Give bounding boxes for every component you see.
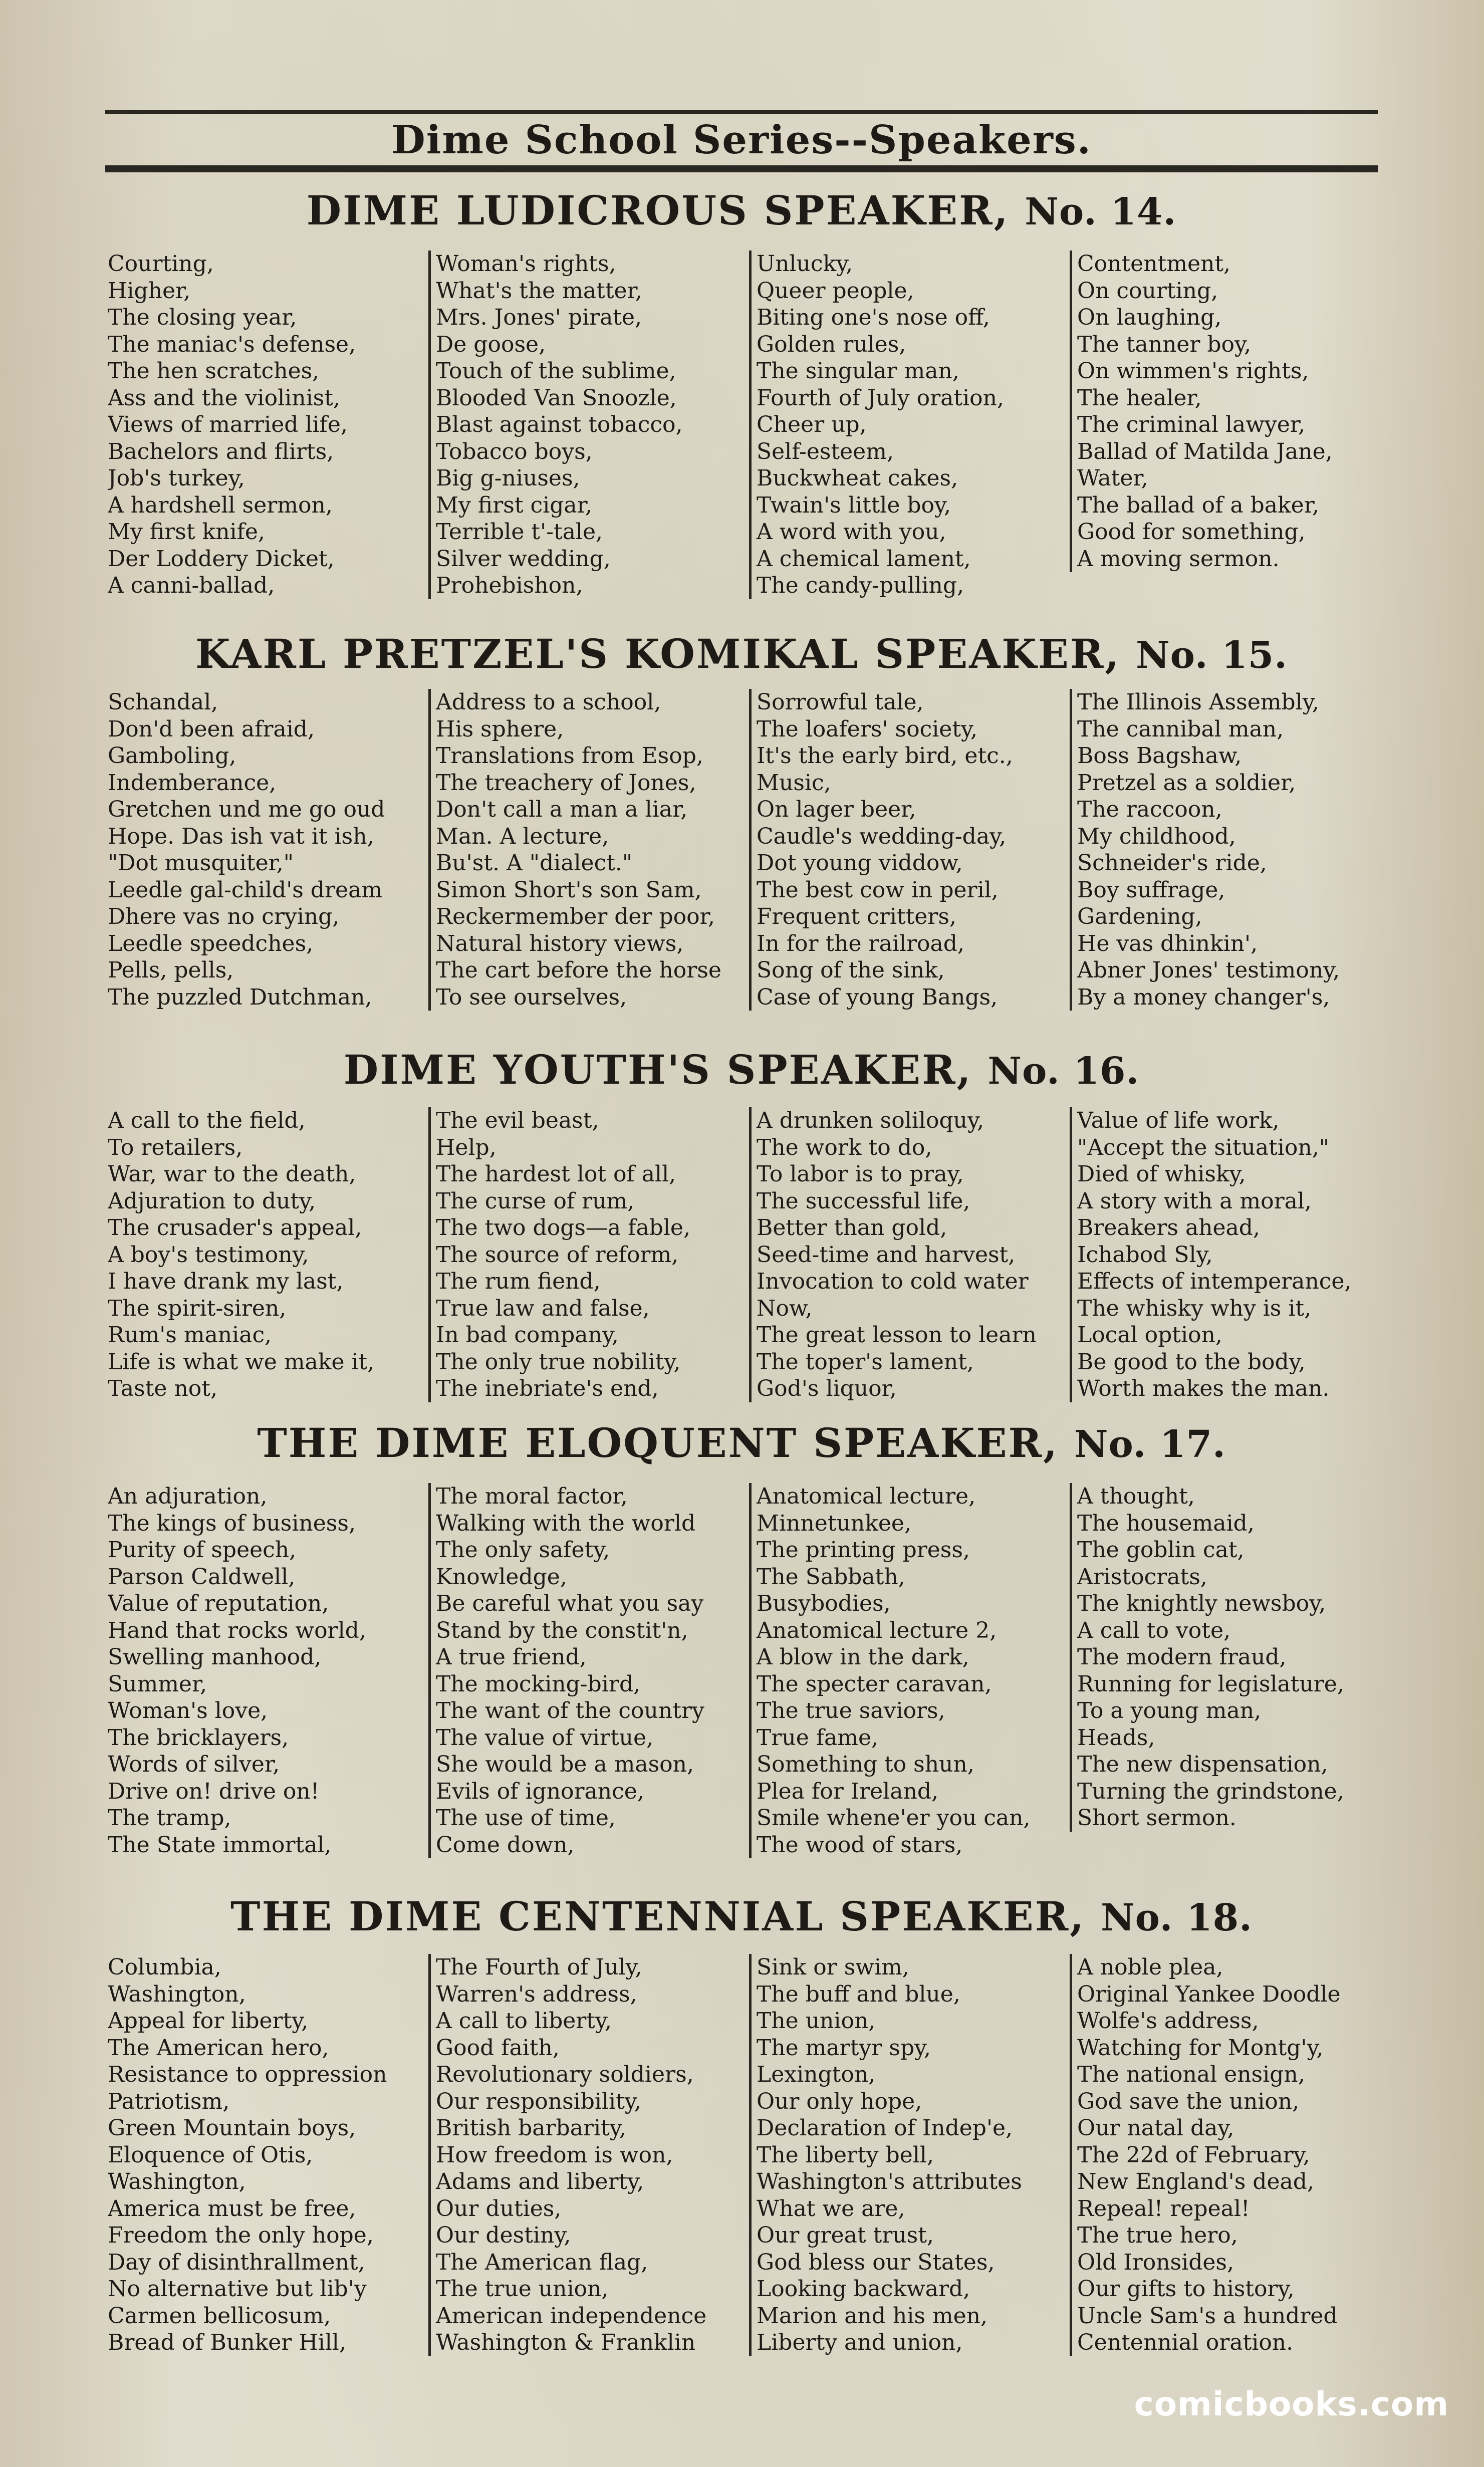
- section-title: [100, 1889, 1383, 1944]
- speech-title: Local option,: [1077, 1322, 1222, 1348]
- speech-title: Liberty and union,: [757, 2330, 963, 2355]
- speech-title: The value of virtue,: [436, 1724, 654, 1751]
- speech-title: Address to a school,: [436, 689, 661, 715]
- speech-title: Bread of Bunker Hill,: [108, 2330, 346, 2355]
- speech-title: The ballad of a baker,: [1077, 492, 1319, 518]
- speech-title: Blast against tobacco,: [436, 412, 683, 437]
- speech-title: Old Ironsides,: [1077, 2249, 1234, 2275]
- section-title: [100, 183, 1383, 238]
- speech-title: Contentment,: [1077, 251, 1231, 277]
- speech-title: Woman's love,: [108, 1698, 268, 1723]
- speech-title: Anatomical lecture,: [757, 1484, 976, 1509]
- speech-title: Blooded Van Snoozle,: [436, 385, 677, 411]
- speech-title: Wolfe's address,: [1077, 2008, 1259, 2034]
- section-title-name: KARL PRETZEL'S KOMIKAL SPEAKER,: [195, 630, 1136, 677]
- speech-title: The maniac's defense,: [108, 331, 356, 357]
- speech-title: "Accept the situation,": [1077, 1134, 1329, 1160]
- speech-title: The two dogs—a fable,: [436, 1215, 690, 1241]
- speech-title: Walking with the world: [436, 1510, 696, 1536]
- speech-title: What we are,: [757, 2195, 905, 2222]
- speech-title: A canni-ballad,: [108, 573, 275, 598]
- speech-title: The Illinois Assembly,: [1077, 689, 1319, 715]
- speech-title: The specter caravan,: [757, 1671, 992, 1697]
- speech-title: The inebriate's end,: [436, 1376, 659, 1401]
- section-number: No. 18.: [1100, 1896, 1253, 1939]
- speech-title: To a young man,: [1077, 1698, 1262, 1723]
- speech-title: The kings of business,: [108, 1510, 356, 1536]
- speech-title: Gardening,: [1077, 904, 1202, 929]
- speech-title: Water,: [1077, 465, 1148, 491]
- speech-title: Drive on! drive on!: [108, 1778, 320, 1804]
- speech-title: The cart before the horse: [436, 957, 721, 983]
- speech-title: Smile whene'er you can,: [757, 1805, 1031, 1831]
- speech-title: War, war to the death,: [108, 1161, 356, 1187]
- speech-title: Ass and the violinist,: [108, 385, 340, 411]
- speech-title: Declaration of Indep'e,: [757, 2115, 1013, 2141]
- speech-title: Centennial oration.: [1077, 2330, 1294, 2355]
- speech-title: Biting one's nose off,: [757, 305, 990, 330]
- speech-title: Warren's address,: [436, 1981, 637, 2007]
- speech-title: The great lesson to learn: [757, 1322, 1037, 1348]
- speech-title: Our duties,: [436, 2195, 562, 2222]
- section-number: No. 14.: [1025, 190, 1177, 233]
- speech-title: Der Loddery Dicket,: [108, 546, 335, 572]
- speech-title: Now,: [757, 1295, 813, 1321]
- speech-title: The true saviors,: [757, 1698, 945, 1723]
- speech-column: [749, 1954, 1072, 2356]
- speech-title: How freedom is won,: [436, 2142, 673, 2168]
- speech-title: The goblin cat,: [1077, 1537, 1245, 1563]
- section-number: No. 15.: [1136, 634, 1288, 677]
- speech-column: [1070, 1954, 1393, 2356]
- speech-title: Adams and liberty,: [436, 2169, 644, 2194]
- speech-title: The hardest lot of all,: [436, 1161, 676, 1187]
- speech-title: Died of whisky,: [1077, 1161, 1246, 1187]
- speech-title: A noble plea,: [1077, 1954, 1223, 1980]
- speech-title: The liberty bell,: [757, 2142, 934, 2168]
- section-title-name: THE DIME ELOQUENT SPEAKER,: [257, 1419, 1074, 1466]
- speech-title: Translations from Esop,: [436, 743, 703, 769]
- speech-title: Good faith,: [436, 2035, 560, 2061]
- watermark: comicbooks.com: [1134, 2385, 1449, 2423]
- speech-title: My first cigar,: [436, 492, 592, 518]
- speech-title: Resistance to oppression: [108, 2062, 387, 2087]
- speech-title: Terrible t'-tale,: [436, 519, 603, 545]
- speech-title: Invocation to cold water: [757, 1269, 1029, 1294]
- section-title-name: THE DIME CENTENNIAL SPEAKER,: [230, 1893, 1101, 1940]
- speech-title: The crusader's appeal,: [108, 1215, 362, 1241]
- speech-title: My childhood,: [1077, 823, 1236, 849]
- speech-column: [108, 251, 423, 599]
- speech-title: The criminal lawyer,: [1077, 412, 1305, 437]
- speech-title: By a money changer's,: [1077, 984, 1330, 1010]
- speech-title: Washington,: [108, 2169, 246, 2194]
- speech-title: Good for something,: [1077, 519, 1306, 545]
- speech-title: A call to the field,: [108, 1108, 306, 1133]
- speech-column: [428, 1483, 752, 1858]
- speech-title: Help,: [436, 1134, 497, 1160]
- speech-column: [108, 1954, 423, 2356]
- speech-column: [749, 689, 1072, 1011]
- speech-title: God save the union,: [1077, 2088, 1300, 2114]
- speech-title: The national ensign,: [1077, 2062, 1305, 2087]
- speech-title: Reckermember der poor,: [436, 904, 715, 929]
- speech-title: Revolutionary soldiers,: [436, 2062, 694, 2087]
- speech-title: A drunken soliloquy,: [757, 1108, 984, 1133]
- speech-title: To see ourselves,: [436, 984, 627, 1010]
- speech-title: "Dot musquiter,": [108, 850, 294, 876]
- speech-column: [749, 1107, 1072, 1402]
- speech-title: The hen scratches,: [108, 358, 320, 384]
- speech-title: The true hero,: [1077, 2223, 1238, 2248]
- speech-title: The American flag,: [436, 2249, 648, 2275]
- speech-title: The bricklayers,: [108, 1724, 289, 1751]
- speech-title: The union,: [757, 2008, 876, 2034]
- speech-title: Indemberance,: [108, 770, 277, 796]
- speech-title: Cheer up,: [757, 412, 867, 437]
- section-number: No. 16.: [987, 1050, 1140, 1093]
- speech-column: [108, 1107, 423, 1402]
- speech-title: In bad company,: [436, 1322, 619, 1348]
- speech-title: A word with you,: [757, 519, 946, 545]
- speech-title: Dot young viddow,: [757, 850, 963, 876]
- speech-title: Words of silver,: [108, 1752, 280, 1777]
- speech-title: Bachelors and flirts,: [108, 438, 334, 464]
- speech-title: Adjuration to duty,: [108, 1188, 316, 1214]
- section-title-name: DIME LUDICROUS SPEAKER,: [306, 187, 1025, 234]
- speech-column: [749, 1483, 1072, 1858]
- speech-column: [428, 1107, 752, 1402]
- speech-title: Busybodies,: [757, 1591, 891, 1616]
- speech-title: To retailers,: [108, 1134, 243, 1160]
- speech-title: Something to shun,: [757, 1752, 974, 1777]
- speech-title: God's liquor,: [757, 1376, 897, 1401]
- speech-title: The only safety,: [436, 1537, 610, 1563]
- section-title: [100, 1415, 1383, 1470]
- speech-title: The wood of stars,: [757, 1832, 963, 1858]
- speech-title: Day of disinthrallment,: [108, 2249, 365, 2275]
- speech-title: Original Yankee Doodle: [1077, 1981, 1341, 2007]
- speech-title: Stand by the constit'n,: [436, 1617, 688, 1643]
- speech-title: Schandal,: [108, 689, 218, 715]
- speech-title: On laughing,: [1077, 305, 1222, 330]
- speech-title: Buckwheat cakes,: [757, 465, 958, 491]
- speech-title: Twain's little boy,: [757, 492, 951, 518]
- speech-title: Music,: [757, 770, 831, 796]
- speech-column: [108, 1483, 423, 1858]
- speech-title: Carmen bellicosum,: [108, 2303, 331, 2329]
- page-header: Dime School Series--Speakers.: [391, 117, 1092, 163]
- speech-title: God bless our States,: [757, 2249, 995, 2275]
- speech-title: Job's turkey,: [108, 465, 245, 491]
- header-bottom-rule: [105, 165, 1378, 172]
- speech-title: Anatomical lecture 2,: [757, 1617, 997, 1643]
- speech-title: Dhere vas no crying,: [108, 904, 340, 929]
- speech-title: Marion and his men,: [757, 2303, 987, 2329]
- speech-title: Our natal day,: [1077, 2115, 1234, 2141]
- speech-title: Parson Caldwell,: [108, 1564, 296, 1590]
- speech-title: Aristocrats,: [1077, 1564, 1207, 1590]
- speech-title: The tanner boy,: [1077, 331, 1252, 357]
- speech-title: The cannibal man,: [1077, 716, 1284, 742]
- speech-title: Ichabod Sly,: [1077, 1242, 1213, 1268]
- speech-column: [428, 251, 752, 599]
- speech-title: The tramp,: [108, 1805, 231, 1831]
- speech-title: A chemical lament,: [757, 546, 971, 572]
- speech-title: An adjuration,: [108, 1484, 268, 1509]
- speech-title: Watching for Montg'y,: [1077, 2035, 1324, 2061]
- speech-title: Unlucky,: [757, 251, 853, 277]
- speech-column: [1070, 689, 1393, 1011]
- speech-title: Plea for Ireland,: [757, 1778, 938, 1804]
- speech-title: Life is what we make it,: [108, 1349, 375, 1375]
- section-number: No. 17.: [1074, 1423, 1226, 1466]
- speech-title: The source of reform,: [436, 1242, 679, 1268]
- speech-title: Repeal! repeal!: [1077, 2195, 1250, 2222]
- speech-title: In for the railroad,: [757, 930, 964, 956]
- speech-title: Caudle's wedding-day,: [757, 823, 1007, 849]
- speech-title: The work to do,: [757, 1134, 932, 1160]
- speech-title: A moving sermon.: [1077, 546, 1280, 572]
- speech-title: Song of the sink,: [757, 957, 945, 983]
- speech-title: New England's dead,: [1077, 2169, 1314, 2194]
- speech-title: Purity of speech,: [108, 1537, 297, 1563]
- speech-title: Frequent critters,: [757, 904, 956, 929]
- speech-title: Gretchen und me go oud: [108, 797, 385, 822]
- speech-title: Knowledge,: [436, 1564, 567, 1590]
- section-title: [100, 626, 1383, 681]
- speech-title: No alternative but lib'y: [108, 2276, 367, 2302]
- speech-title: The knightly newsboy,: [1077, 1591, 1326, 1616]
- speech-title: Seed-time and harvest,: [757, 1242, 1016, 1268]
- speech-title: The spirit-siren,: [108, 1295, 287, 1321]
- speech-title: Come down,: [436, 1832, 575, 1858]
- speech-title: The modern fraud,: [1077, 1644, 1287, 1670]
- speech-title: A call to vote,: [1077, 1617, 1230, 1643]
- speech-title: On courting,: [1077, 278, 1218, 304]
- speech-title: Uncle Sam's a hundred: [1077, 2303, 1338, 2329]
- speech-title: Our destiny,: [436, 2223, 571, 2248]
- speech-title: A boy's testimony,: [108, 1242, 309, 1268]
- speech-title: Eloquence of Otis,: [108, 2142, 313, 2168]
- speech-title: A call to liberty,: [436, 2008, 612, 2034]
- speech-title: Queer people,: [757, 278, 914, 304]
- speech-title: Summer,: [108, 1671, 207, 1697]
- speech-title: Evils of ignorance,: [436, 1778, 644, 1804]
- speech-title: Be careful what you say: [436, 1591, 704, 1616]
- speech-title: The best cow in peril,: [757, 877, 999, 903]
- speech-title: The whisky why is it,: [1077, 1295, 1312, 1321]
- speech-title: To labor is to pray,: [757, 1161, 964, 1187]
- speech-title: America must be free,: [108, 2195, 356, 2222]
- speech-title: The healer,: [1077, 385, 1202, 411]
- speech-title: Mrs. Jones' pirate,: [436, 305, 642, 330]
- speech-title: The closing year,: [108, 305, 297, 330]
- speech-title: The want of the country: [436, 1698, 704, 1723]
- speech-title: The new dispensation,: [1077, 1752, 1328, 1777]
- speech-title: The singular man,: [757, 358, 959, 384]
- speech-title: The evil beast,: [436, 1108, 599, 1133]
- speech-title: Turning the grindstone,: [1077, 1778, 1344, 1804]
- speech-title: Looking backward,: [757, 2276, 970, 2302]
- speech-title: Man. A lecture,: [436, 823, 609, 849]
- speech-column: [749, 251, 1072, 599]
- section-title: [100, 1042, 1383, 1097]
- speech-title: Golden rules,: [757, 331, 906, 357]
- speech-title: The curse of rum,: [436, 1188, 635, 1214]
- speech-title: Appeal for liberty,: [108, 2008, 309, 2034]
- speech-title: The mocking-bird,: [436, 1671, 641, 1697]
- speech-title: Silver wedding,: [436, 546, 611, 572]
- speech-title: Worth makes the man.: [1077, 1376, 1330, 1401]
- speech-title: The use of time,: [436, 1805, 616, 1831]
- speech-title: The housemaid,: [1077, 1510, 1255, 1536]
- speech-column: [1070, 1483, 1393, 1832]
- speech-title: She would be a mason,: [436, 1752, 694, 1777]
- section-title-name: DIME YOUTH'S SPEAKER,: [343, 1046, 988, 1093]
- speech-title: Running for legislature,: [1077, 1671, 1344, 1697]
- speech-title: I have drank my last,: [108, 1269, 344, 1294]
- speech-column: [1070, 251, 1393, 572]
- speech-title: The puzzled Dutchman,: [108, 984, 372, 1010]
- speech-title: Higher,: [108, 278, 191, 304]
- speech-title: British barbarity,: [436, 2115, 626, 2141]
- speech-title: A story with a moral,: [1077, 1188, 1312, 1214]
- speech-title: Self-esteem,: [757, 438, 894, 464]
- speech-title: Value of life work,: [1077, 1108, 1280, 1133]
- speech-title: On wimmen's rights,: [1077, 358, 1309, 384]
- speech-title: Sink or swim,: [757, 1954, 909, 1980]
- speech-title: Patriotism,: [108, 2088, 230, 2114]
- speech-title: True fame,: [757, 1724, 879, 1751]
- speech-title: True law and false,: [436, 1295, 650, 1321]
- speech-title: Our responsibility,: [436, 2088, 641, 2114]
- speech-title: Ballad of Matilda Jane,: [1077, 438, 1333, 464]
- speech-title: Green Mountain boys,: [108, 2115, 356, 2141]
- speech-title: The buff and blue,: [757, 1981, 960, 2007]
- speech-title: Views of married life,: [108, 412, 348, 437]
- speech-title: A hardshell sermon,: [108, 492, 333, 518]
- speech-title: Sorrowful tale,: [757, 689, 924, 715]
- speech-title: Effects of intemperance,: [1077, 1269, 1352, 1294]
- speech-title: Leedle speedches,: [108, 930, 314, 956]
- speech-title: The American hero,: [108, 2035, 329, 2061]
- speech-title: The loafers' society,: [757, 716, 978, 742]
- speech-title: The successful life,: [757, 1188, 970, 1214]
- speech-title: What's the matter,: [436, 278, 642, 304]
- speech-title: Columbia,: [108, 1954, 221, 1980]
- speech-title: Abner Jones' testimony,: [1077, 957, 1340, 983]
- speech-title: The candy-pulling,: [757, 573, 964, 598]
- speech-title: Better than gold,: [757, 1215, 947, 1241]
- speech-title: The rum fiend,: [436, 1269, 601, 1294]
- speech-title: The only true nobility,: [436, 1349, 681, 1375]
- speech-title: The 22d of February,: [1077, 2142, 1310, 2168]
- speech-title: Freedom the only hope,: [108, 2223, 374, 2248]
- speech-title: Rum's maniac,: [108, 1322, 272, 1348]
- speech-column: [428, 689, 752, 1011]
- speech-title: Big g-niuses,: [436, 465, 580, 491]
- speech-title: Boss Bagshaw,: [1077, 743, 1242, 769]
- speech-title: The Fourth of July,: [436, 1954, 642, 1980]
- speech-title: Taste not,: [108, 1376, 217, 1401]
- speech-title: The Sabbath,: [757, 1564, 905, 1590]
- speech-title: The toper's lament,: [757, 1349, 974, 1375]
- speech-title: It's the early bird, etc.,: [757, 743, 1013, 769]
- speech-title: Our great trust,: [757, 2223, 934, 2248]
- speech-title: Washington & Franklin: [436, 2330, 696, 2355]
- speech-title: Case of young Bangs,: [757, 984, 998, 1010]
- speech-title: Touch of the sublime,: [436, 358, 676, 384]
- speech-title: The raccoon,: [1077, 797, 1222, 822]
- speech-title: Minnetunkee,: [757, 1510, 911, 1536]
- speech-title: A thought,: [1077, 1484, 1195, 1509]
- speech-title: He vas dhinkin',: [1077, 930, 1258, 956]
- speech-title: Breakers ahead,: [1077, 1215, 1260, 1241]
- speech-title: Swelling manhood,: [108, 1644, 322, 1670]
- speech-title: Washington's attributes: [757, 2169, 1022, 2194]
- speech-title: De goose,: [436, 331, 546, 357]
- speech-title: A blow in the dark,: [757, 1644, 969, 1670]
- speech-title: On lager beer,: [757, 797, 916, 822]
- speech-title: Prohebishon,: [436, 573, 583, 598]
- speech-title: His sphere,: [436, 716, 564, 742]
- speech-title: The printing press,: [757, 1537, 970, 1563]
- speech-title: Natural history views,: [436, 930, 684, 956]
- speech-title: Be good to the body,: [1077, 1349, 1306, 1375]
- speech-title: Washington,: [108, 1981, 246, 2007]
- speech-title: The martyr spy,: [757, 2035, 931, 2061]
- speech-title: Don't call a man a liar,: [436, 797, 688, 822]
- speech-title: Gamboling,: [108, 743, 236, 769]
- speech-title: Heads,: [1077, 1724, 1155, 1751]
- speech-title: Fourth of July oration,: [757, 385, 1004, 411]
- speech-title: Pells, pells,: [108, 957, 234, 983]
- speech-title: Woman's rights,: [436, 251, 616, 277]
- speech-title: Bu'st. A "dialect.": [436, 850, 633, 876]
- speech-title: Our gifts to history,: [1077, 2276, 1295, 2302]
- speech-title: The State immortal,: [108, 1832, 332, 1858]
- speech-column: [428, 1954, 752, 2356]
- speech-title: American independence: [436, 2303, 707, 2329]
- speech-title: Value of reputation,: [108, 1591, 329, 1616]
- speech-title: My first knife,: [108, 519, 265, 545]
- speech-title: The true union,: [436, 2276, 609, 2302]
- speech-title: Short sermon.: [1077, 1805, 1236, 1831]
- speech-title: Hand that rocks world,: [108, 1617, 366, 1643]
- speech-column: [108, 689, 423, 1011]
- speech-title: Leedle gal-child's dream: [108, 877, 383, 903]
- speech-title: The treachery of Jones,: [436, 770, 696, 796]
- speech-title: Hope. Das ish vat it ish,: [108, 823, 374, 849]
- speech-title: Lexington,: [757, 2062, 876, 2087]
- speech-title: The moral factor,: [436, 1484, 628, 1509]
- speech-title: A true friend,: [436, 1644, 587, 1670]
- speech-title: Courting,: [108, 251, 214, 277]
- speech-column: [1070, 1107, 1393, 1402]
- speech-title: Simon Short's son Sam,: [436, 877, 702, 903]
- speech-title: Tobacco boys,: [436, 438, 593, 464]
- speech-title: Our only hope,: [757, 2088, 922, 2114]
- speech-title: Boy suffrage,: [1077, 877, 1225, 903]
- speech-title: Pretzel as a soldier,: [1077, 770, 1296, 796]
- speech-title: Don'd been afraid,: [108, 716, 315, 742]
- speech-title: Schneider's ride,: [1077, 850, 1267, 876]
